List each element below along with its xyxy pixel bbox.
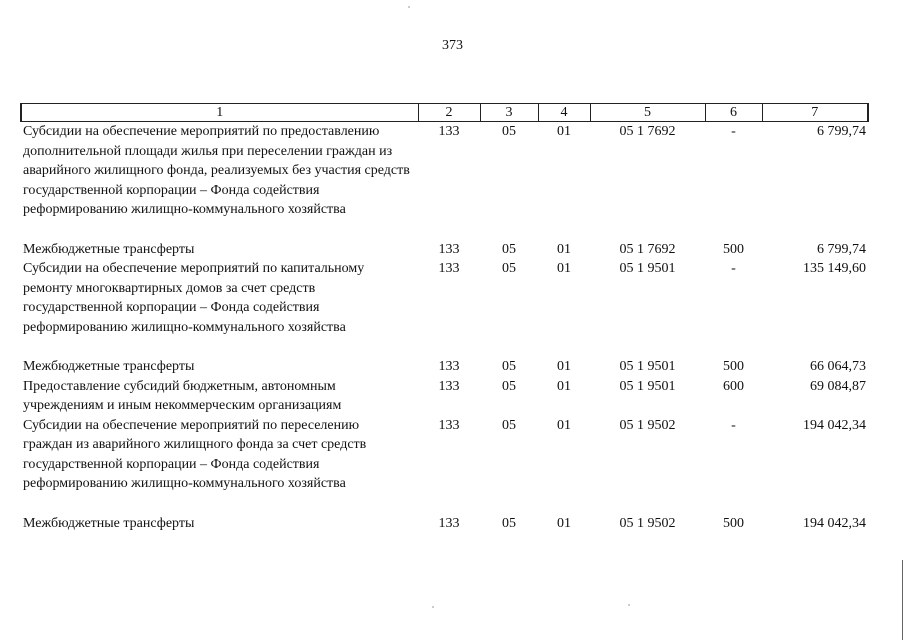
cell-section: 05 <box>502 378 516 394</box>
table-row <box>21 240 868 260</box>
column-header-1: 1 <box>21 104 418 122</box>
table-row <box>21 514 868 534</box>
cell-section: 05 <box>502 359 516 374</box>
cell-code: 133 <box>438 261 460 276</box>
column-header-5: 5 <box>590 104 705 122</box>
budget-table-sheet <box>20 103 867 533</box>
row-description: Предоставление субсидий бюджетным, автономным учреждениям и иным некоммерческим организациям <box>23 378 342 413</box>
cell-expense-type: 500 <box>723 241 744 257</box>
page-number: 373 <box>442 38 463 53</box>
cell-code: 133 <box>438 417 460 433</box>
cell-section: 05 <box>502 124 516 139</box>
table-row <box>21 357 868 377</box>
cell-target-article: 05 1 9502 <box>619 417 676 433</box>
cell-section: 05 <box>502 241 516 257</box>
cell-section: 05 <box>502 515 516 531</box>
cell-expense-type: 600 <box>723 378 744 394</box>
cell-code: 133 <box>438 124 460 139</box>
cell-section: 05 <box>502 261 516 276</box>
cell-subsection: 01 <box>557 261 571 276</box>
row-description: Субсидии на обеспечение мероприятий по предоставлению дополнительной площади жилья при переселении граждан из аварийного жилищного фонда, реализуемых без участия средств государственной корпорации – Фонда содействия реформированию жилищно-коммунального хозяйства <box>23 124 410 217</box>
cell-subsection: 01 <box>557 515 571 531</box>
cell-expense-type: - <box>731 124 736 139</box>
cell-subsection: 01 <box>557 124 571 139</box>
row-description: Межбюджетные трансферты <box>23 515 195 531</box>
cell-amount: 6 799,74 <box>817 124 866 139</box>
column-header-2: 2 <box>418 104 480 122</box>
cell-code: 133 <box>438 359 460 374</box>
cell-subsection: 01 <box>557 417 571 433</box>
table-header <box>21 104 868 122</box>
cell-amount: 194 042,34 <box>803 515 866 531</box>
cell-subsection: 01 <box>557 241 571 257</box>
table-body <box>21 122 868 534</box>
table-row <box>21 259 868 357</box>
scan-speck <box>628 604 630 606</box>
cell-target-article: 05 1 9502 <box>619 515 676 531</box>
budget-table <box>20 103 869 533</box>
table-row <box>21 416 868 514</box>
column-header-4: 4 <box>538 104 590 122</box>
row-description: Субсидии на обеспечение мероприятий по капитальному ремонту многоквартирных домов за счет средств государственной корпорации – Фонда содействия реформированию жилищно-коммунального хозяйства <box>23 261 365 335</box>
cell-section: 05 <box>502 417 516 433</box>
cell-amount: 194 042,34 <box>803 417 866 433</box>
cell-target-article: 05 1 7692 <box>619 241 676 257</box>
scan-edge-line <box>902 560 903 640</box>
cell-amount: 6 799,74 <box>817 241 866 257</box>
table-row <box>21 377 868 416</box>
cell-expense-type: 500 <box>723 515 744 531</box>
cell-target-article: 05 1 9501 <box>619 378 676 394</box>
cell-expense-type: 500 <box>723 359 744 374</box>
column-header-3: 3 <box>480 104 538 122</box>
cell-subsection: 01 <box>557 359 571 374</box>
cell-amount: 135 149,60 <box>803 261 866 276</box>
row-description: Межбюджетные трансферты <box>23 241 195 257</box>
cell-code: 133 <box>438 515 460 531</box>
row-description: Субсидии на обеспечение мероприятий по переселению граждан из аварийного жилищного фонда за счет средств государственной корпорации – Фонда содействия реформированию жилищно-коммунального хозяйства <box>23 417 367 491</box>
column-header-7: 7 <box>762 104 868 122</box>
cell-subsection: 01 <box>557 378 571 394</box>
column-header-6: 6 <box>705 104 762 122</box>
cell-expense-type: - <box>731 261 736 276</box>
cell-target-article: 05 1 9501 <box>619 261 676 276</box>
cell-code: 133 <box>438 241 460 257</box>
cell-amount: 69 084,87 <box>810 378 866 394</box>
cell-target-article: 05 1 7692 <box>619 124 676 139</box>
cell-code: 133 <box>438 378 460 394</box>
cell-expense-type: - <box>731 417 736 433</box>
table-row <box>21 122 868 240</box>
cell-amount: 66 064,73 <box>810 359 866 374</box>
scan-speck <box>432 606 434 608</box>
header-row <box>21 104 868 122</box>
scan-speck <box>408 6 410 8</box>
row-description: Межбюджетные трансферты <box>23 359 195 374</box>
cell-target-article: 05 1 9501 <box>619 359 676 374</box>
